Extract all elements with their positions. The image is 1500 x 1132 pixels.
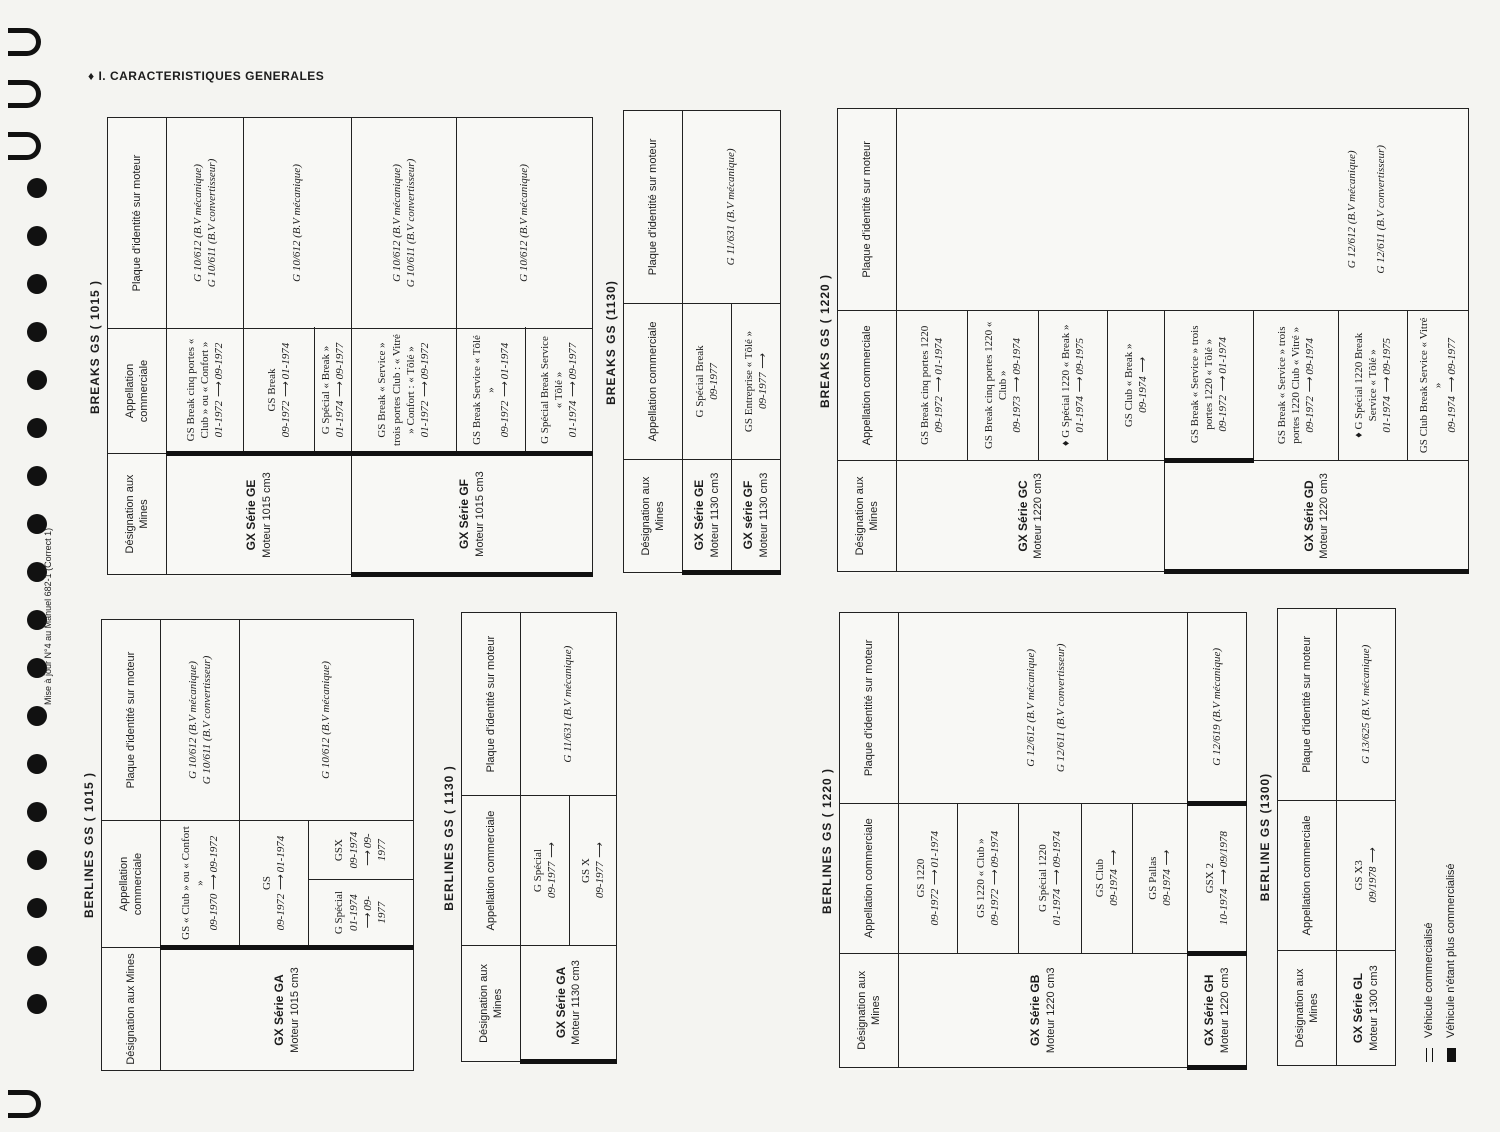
model-cell: G Spécial 01-1974 ⟶ 09-1977 bbox=[309, 880, 414, 948]
plaque-cell: G 12/612 (B.V mécanique) G 12/611 (B.V convertisseur) bbox=[899, 613, 1188, 804]
update-note: Mise à jour N°4 au Manuel 682-1 (Correct 1) bbox=[43, 527, 53, 705]
mines-designation-gc: GX Série GC Moteur 1220 cm3 bbox=[897, 460, 1165, 571]
model-cell: GS Club 09-1974 ⟶ bbox=[1082, 803, 1133, 953]
legend-item-commercialise: Véhicule commercialisé bbox=[1418, 802, 1440, 1062]
header-appellation: Appellation commerciale bbox=[624, 303, 683, 459]
plaque-cell: G 10/612 (B.V mécanique) bbox=[240, 620, 414, 821]
table-caption: BERLINES GS ( 1130 ) bbox=[442, 765, 456, 911]
mines-designation-gb: GX Série GB Moteur 1220 cm3 bbox=[899, 953, 1188, 1067]
header-plaque: Plaque d'identité sur moteur bbox=[624, 111, 683, 304]
binder-ring bbox=[8, 28, 41, 56]
legend-item-non-commercialise: Véhicule n'étant plus commercialisé bbox=[1440, 802, 1462, 1062]
table-berlines-1015 bbox=[82, 619, 414, 1071]
model-cell: GSX 2 10-1974 ⟶ 09/1978 bbox=[1188, 803, 1247, 953]
table-caption: BREAKS GS (1130) bbox=[604, 280, 618, 405]
punch-hole bbox=[27, 370, 47, 390]
plaque-cell: G 10/612 (B.V mécanique) bbox=[457, 118, 593, 329]
plaque-cell: G 12/619 (B.V mécanique) bbox=[1188, 613, 1247, 804]
section-heading: ♦ I. CARACTERISTIQUES GENERALES bbox=[88, 69, 325, 83]
table-breaks-1220 bbox=[818, 108, 1469, 574]
header-appellation: Appellation commerciale bbox=[1278, 800, 1337, 951]
punch-hole bbox=[27, 946, 47, 966]
model-cell: G Spécial Break Service « Tôlé » 01-1974 ⟶ 09-1977 bbox=[526, 329, 593, 454]
plaque-cell: G 10/612 (B.V mécanique) G 10/611 (B.V convertisseur) bbox=[161, 620, 240, 821]
model-cell: GS Break cinq portes 1220 09-1972 ⟶ 01-1974 bbox=[897, 310, 968, 460]
table-berlines-1130 bbox=[442, 612, 617, 1064]
mines-designation-ge: GX Série GE Moteur 1015 cm3 bbox=[167, 454, 352, 575]
model-cell: GSX 09-1974 ⟶ 09-1977 bbox=[309, 821, 414, 880]
header-plaque: Plaque d'identité sur moteur bbox=[838, 109, 897, 311]
model-cell: GS X 09-1977 ⟶ bbox=[570, 796, 617, 946]
header-appellation: Appellation commerciale bbox=[108, 329, 167, 454]
header-designation: Désignation aux Mines bbox=[1278, 951, 1337, 1066]
plaque-cell: G 13/625 (B.V. mécanique) bbox=[1337, 609, 1396, 801]
plaque-cell: G 10/612 (B.V mécanique) G 10/611 (B.V convertisseur) bbox=[167, 118, 244, 329]
mines-designation: GX Série GA Moteur 1130 cm3 bbox=[521, 945, 617, 1061]
table-caption: BERLINE GS (1300) bbox=[1258, 772, 1272, 902]
table-caption: BREAKS GS ( 1220 ) bbox=[818, 273, 832, 409]
table-caption: BERLINES GS ( 1015 ) bbox=[82, 771, 96, 919]
model-cell: GS Break « Service » trois portes 1220 Club « Vitré » 09-1972 ⟶ 09-1974 bbox=[1254, 310, 1339, 460]
mines-designation-gf: GX série GF Moteur 1130 cm3 bbox=[732, 460, 781, 573]
header-designation: Désignation aux Mines bbox=[102, 948, 161, 1071]
plaque-cell: G 11/631 (B.V mécanique) bbox=[521, 613, 617, 796]
model-cell: GS Club Break Service « Vitré » 09-1974 ⟶ 09-1977 bbox=[1408, 310, 1469, 460]
model-cell: GS Pallas 09-1974 ⟶ bbox=[1133, 803, 1188, 953]
punch-hole bbox=[27, 322, 47, 342]
table-breaks-1130 bbox=[604, 110, 781, 575]
punch-hole bbox=[27, 802, 47, 822]
model-cell: GS 1220 09-1972 ⟶ 01-1974 bbox=[899, 803, 958, 953]
punch-hole bbox=[27, 754, 47, 774]
model-cell: GS Entreprise « Tôlé » 09-1977 ⟶ bbox=[732, 303, 781, 459]
model-cell: GS Break 09-1972 ⟶ 01-1974 bbox=[244, 329, 315, 454]
header-appellation: Appellation commerciale bbox=[462, 796, 521, 946]
model-cell: G Spécial Break 09-1977 bbox=[683, 303, 732, 459]
header-designation: Désignation aux Mines bbox=[838, 460, 897, 571]
plaque-cell: G 12/612 (B.V mécanique) G 12/611 (B.V convertisseur) bbox=[897, 109, 1469, 311]
model-cell: GS Break Service « Tôlé » 09-1972 ⟶ 01-1974 bbox=[457, 329, 526, 454]
punch-hole bbox=[27, 850, 47, 870]
plaque-cell: G 10/612 (B.V mécanique) G 10/611 (B.V convertisseur) bbox=[352, 118, 457, 329]
model-cell: GS Break cinq portes 1220 « Club » 09-1973 ⟶ 09-1974 bbox=[968, 310, 1039, 460]
header-appellation: Appellation commerciale bbox=[838, 310, 897, 460]
header-plaque: Plaque d'identité sur moteur bbox=[108, 118, 167, 329]
model-cell: GS Break cinq portes « Club » ou « Confort » 01-1972 ⟶ 09-1972 bbox=[167, 329, 244, 454]
thick-line-icon bbox=[1447, 1048, 1456, 1062]
double-line-icon bbox=[1426, 1048, 1433, 1062]
model-cell: ♦ G Spécial 1220 Break Service « Tôlé » 01-1974 ⟶ 09-1975 bbox=[1339, 310, 1408, 460]
binder-ring bbox=[8, 132, 41, 160]
model-cell: GS Break « Service » trois portes Club : « Vitré » Confort : « Tôlé » 01-1972 ⟶ 09-1972 bbox=[352, 329, 457, 454]
model-cell: GS Club « Break » 09-1974 ⟶ bbox=[1108, 310, 1165, 460]
model-cell: GS 09-1972 ⟶ 01-1974 bbox=[240, 821, 309, 948]
mines-designation: GX Série GA Moteur 1015 cm3 bbox=[161, 948, 414, 1071]
model-cell: GS « Club » ou « Confort » 09-1970 ⟶ 09-1972 bbox=[161, 821, 240, 948]
punch-hole bbox=[27, 274, 47, 294]
header-designation: Désignation aux Mines bbox=[108, 454, 167, 575]
model-cell: G Spécial 1220 01-1974 ⟶ 09-1974 bbox=[1019, 803, 1082, 953]
punch-hole bbox=[27, 418, 47, 438]
plaque-cell: G 11/631 (B.V mécanique) bbox=[683, 111, 781, 304]
legend bbox=[1418, 802, 1462, 1062]
header-plaque: Plaque d'identité sur moteur bbox=[840, 613, 899, 804]
punch-hole bbox=[27, 178, 47, 198]
model-cell: G Spécial 09-1977 ⟶ bbox=[521, 796, 570, 946]
punch-hole bbox=[27, 706, 47, 726]
model-cell: GS Break « Service » trois portes 1220 « Tôlé » 09-1972 ⟶ 01-1974 bbox=[1165, 310, 1254, 460]
binder-ring bbox=[8, 1090, 41, 1118]
table-berline-1300 bbox=[1258, 608, 1396, 1066]
mines-designation-gf: GX Série GF Moteur 1015 cm3 bbox=[352, 454, 593, 575]
table-caption: BREAKS GS ( 1015 ) bbox=[88, 279, 102, 415]
header-plaque: Plaque d'identité sur moteur bbox=[1278, 609, 1337, 801]
mines-designation-gd: GX Série GD Moteur 1220 cm3 bbox=[1165, 460, 1469, 571]
header-designation: Désignation aux Mines bbox=[840, 953, 899, 1067]
plaque-cell: G 10/612 (B.V mécanique) bbox=[244, 118, 352, 329]
header-appellation: Appellation commerciale bbox=[102, 821, 161, 948]
header-designation: Désignation aux Mines bbox=[624, 460, 683, 573]
model-cell: ♦ G Spécial 1220 « Break » 01-1974 ⟶ 09-1975 bbox=[1039, 310, 1108, 460]
binder-ring bbox=[8, 80, 41, 108]
punch-hole bbox=[27, 226, 47, 246]
header-designation: Désignation aux Mines bbox=[462, 945, 521, 1061]
punch-hole bbox=[27, 898, 47, 918]
model-cell: GS 1220 « Club » 09-1972 ⟶ 09-1974 bbox=[958, 803, 1019, 953]
model-cell: G Spécial « Break » 01-1974 ⟶ 09-1977 bbox=[315, 329, 352, 454]
table-breaks-1015 bbox=[88, 117, 593, 577]
mines-designation-gh: GX Série GH Moteur 1220 cm3 bbox=[1188, 953, 1247, 1067]
header-plaque: Plaque d'identité sur moteur bbox=[462, 613, 521, 796]
mines-designation-ge: GX Série GE Moteur 1130 cm3 bbox=[683, 460, 732, 573]
header-appellation: Appellation commerciale bbox=[840, 803, 899, 953]
header-plaque: Plaque d'identité sur moteur bbox=[102, 620, 161, 821]
punch-hole bbox=[27, 994, 47, 1014]
mines-designation: GX Série GL Moteur 1300 cm3 bbox=[1337, 951, 1396, 1066]
table-caption: BERLINES GS ( 1220 ) bbox=[820, 767, 834, 915]
table-berlines-1220 bbox=[820, 612, 1247, 1070]
model-cell: GS X3 09/1978 ⟶ bbox=[1337, 800, 1396, 951]
